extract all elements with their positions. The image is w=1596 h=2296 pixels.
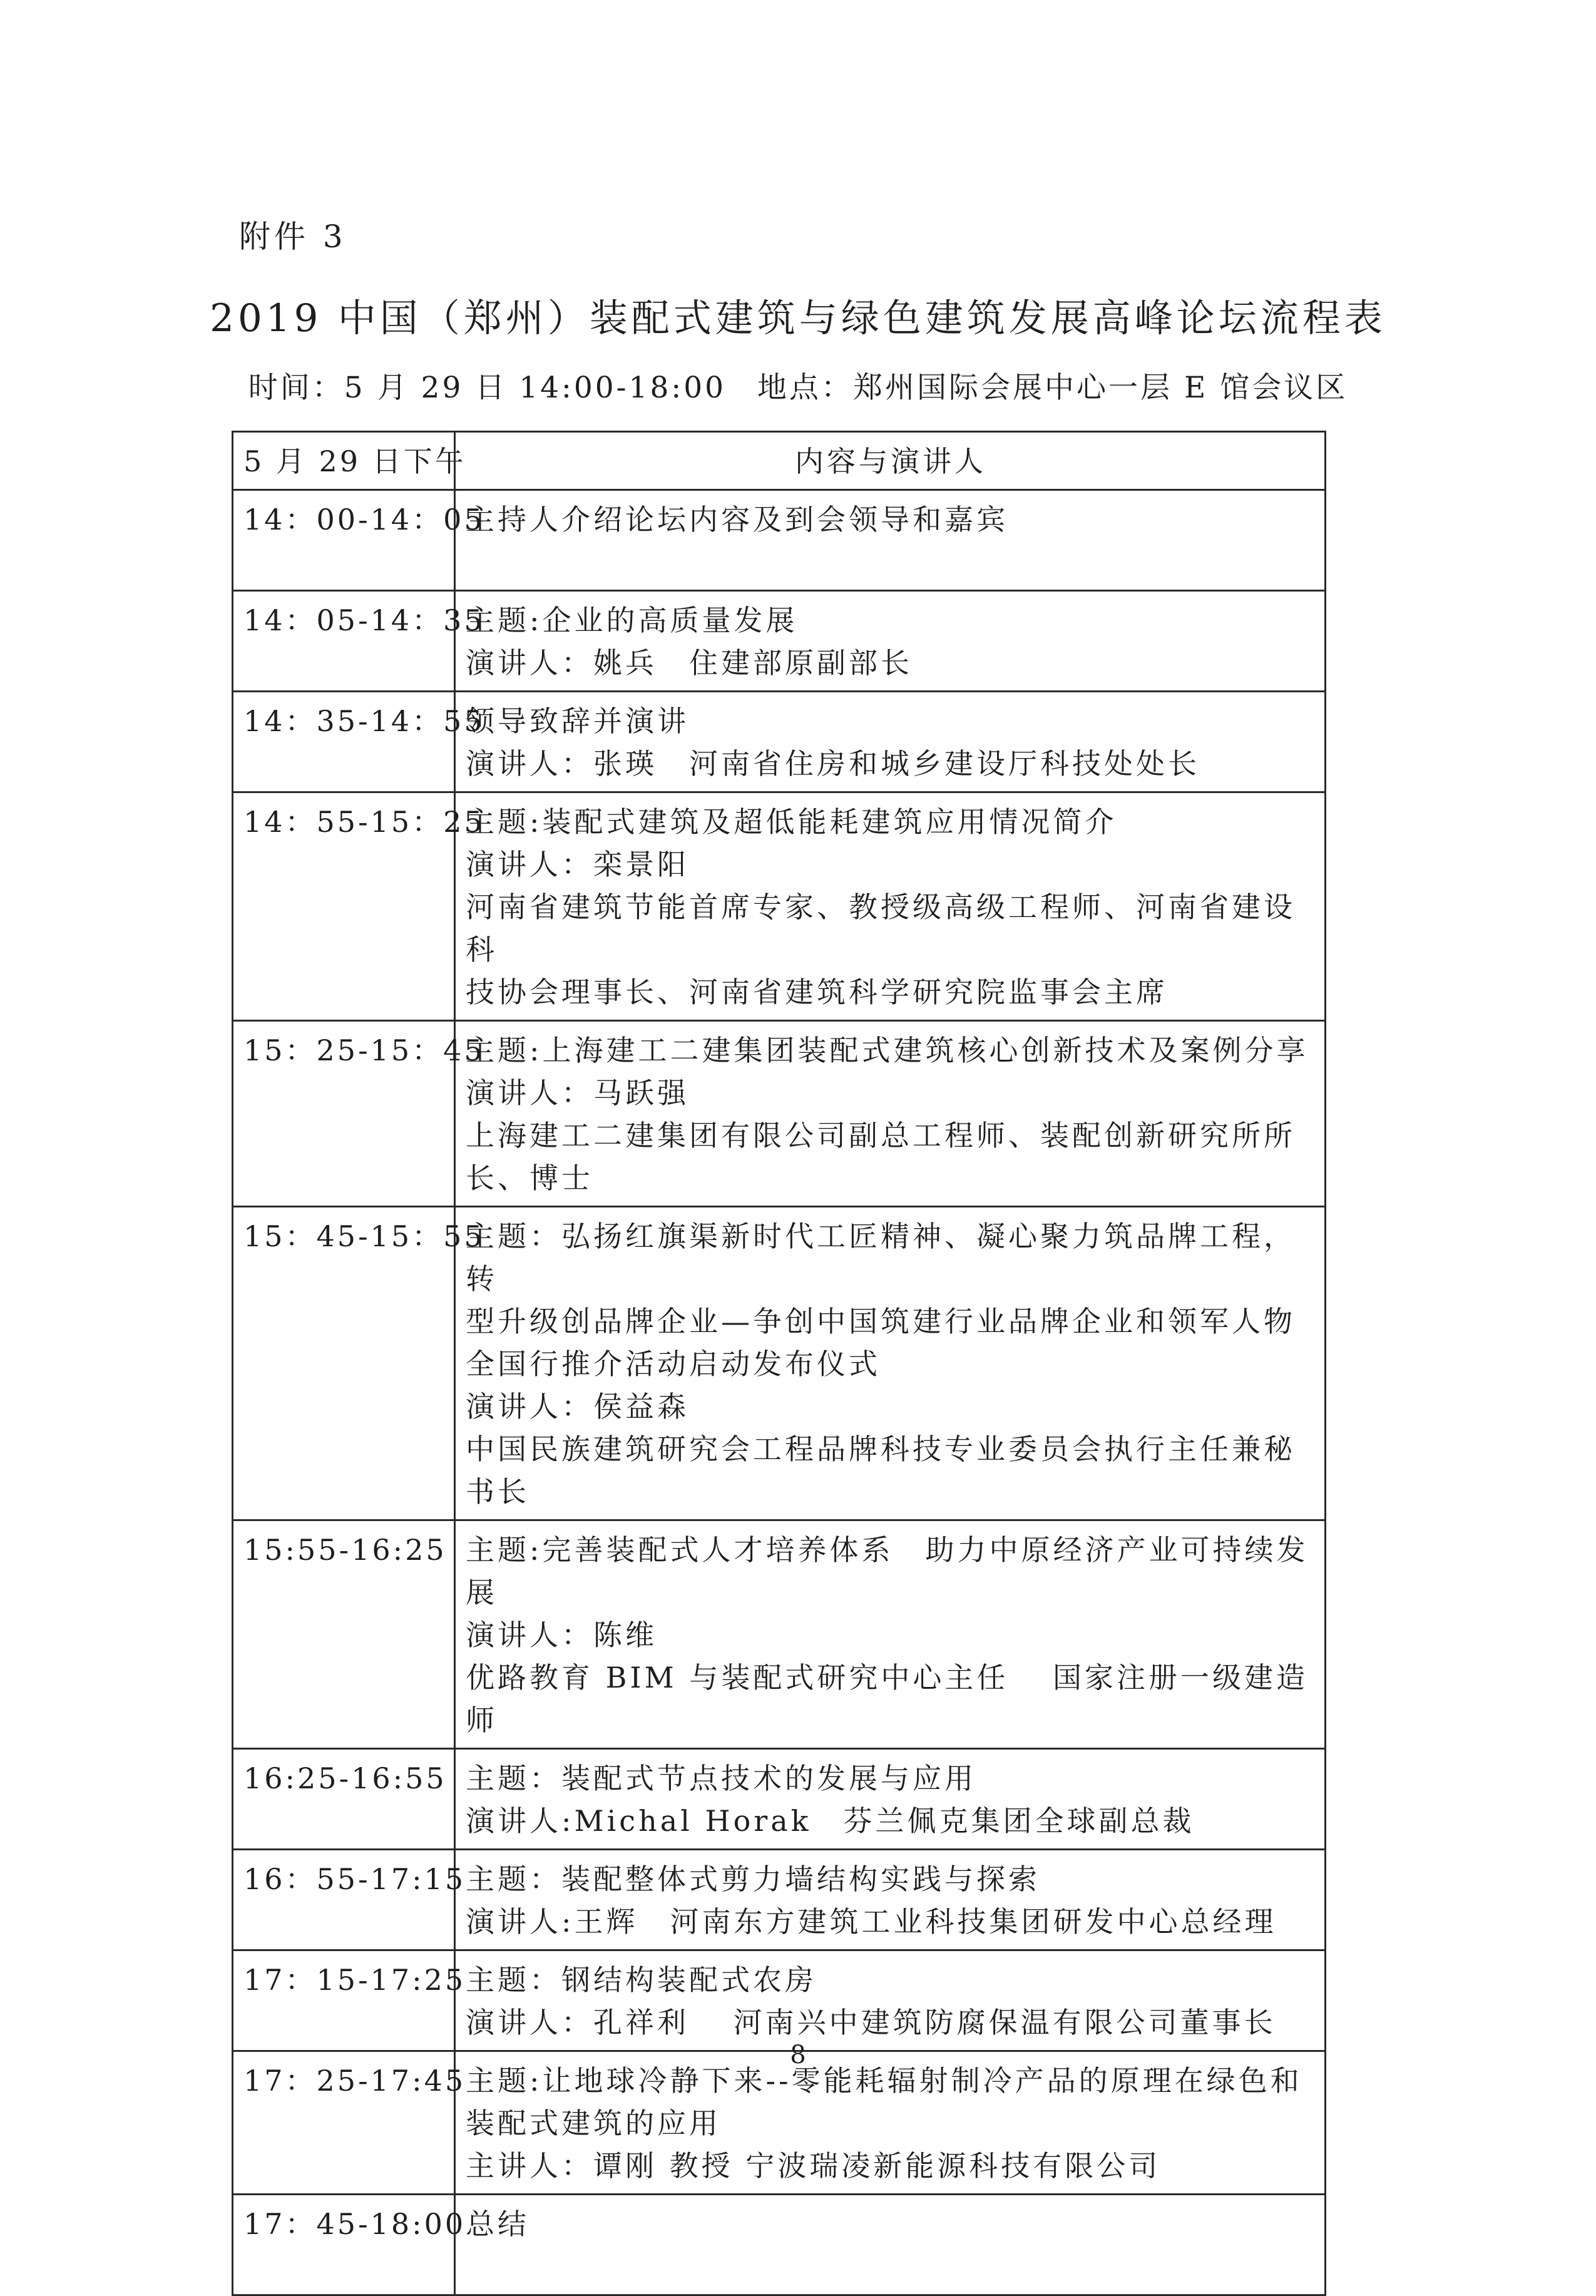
- content-line: 主题：装配整体式剪力墙结构实践与探索: [466, 1862, 1040, 1896]
- document-subtitle: [0, 364, 1596, 406]
- content-line: 主题：弘扬红旗渠新时代工匠精神、凝心聚力筑品牌工程，转: [466, 1219, 1296, 1296]
- row-time: 17：45-18:00: [233, 2195, 455, 2295]
- header-content: 内容与演讲人: [455, 432, 1326, 490]
- content-line: 河南省建筑节能首席专家、教授级高级工程师、河南省建设科: [466, 890, 1296, 966]
- content-line: 型升级创品牌企业—争创中国筑建行业品牌企业和领军人物: [466, 1304, 1296, 1338]
- row-content: [455, 591, 1326, 692]
- row-content: [455, 2051, 1326, 2195]
- table-row: [233, 1749, 1326, 1850]
- content-line: 技协会理事长、河南省建筑科学研究院监事会主席: [466, 975, 1168, 1009]
- table-row: [233, 2051, 1326, 2195]
- row-time: 17：15-17:25: [233, 1950, 455, 2051]
- row-content: [455, 490, 1326, 591]
- content-line: 上海建工二建集团有限公司副总工程师、装配创新研究所所: [466, 1119, 1296, 1152]
- header-time: 5 月 29 日下午: [233, 432, 455, 490]
- content-line: 领导致辞并演讲: [466, 704, 689, 738]
- content-line: 展: [466, 1576, 498, 1609]
- content-line: 演讲人：栾景阳: [466, 848, 689, 881]
- row-time: 15:55-16:25: [233, 1520, 455, 1749]
- table-row: [233, 490, 1326, 591]
- content-line: 主题:企业的高质量发展: [466, 603, 798, 637]
- content-line: 主讲人：谭刚 教授 宁波瑞凌新能源科技有限公司: [466, 2149, 1161, 2183]
- subtitle-place: 地点：郑州国际会展中心一层 E 馆会议区: [757, 371, 1348, 405]
- row-content: [455, 1749, 1326, 1850]
- content-line: 演讲人：侯益森: [466, 1390, 689, 1423]
- content-line: 全国行推介活动启动发布仪式: [466, 1347, 881, 1381]
- document-title: 2019 中国（郑州）装配式建筑与绿色建筑发展高峰论坛流程表: [210, 296, 1386, 341]
- content-line: 中国民族建筑研究会工程品牌科技专业委员会执行主任兼秘: [466, 1432, 1296, 1466]
- row-time: 14：00-14：05: [233, 490, 455, 591]
- content-line: 演讲人：姚兵 住建部原副部长: [466, 646, 913, 680]
- content-line: 演讲人：张瑛 河南省住房和城乡建设厅科技处处长: [466, 747, 1200, 781]
- schedule-body: [233, 490, 1326, 2295]
- row-content: [455, 2195, 1326, 2295]
- page-number: 8: [790, 2041, 806, 2069]
- content-line: 演讲人：陈维: [466, 1618, 657, 1652]
- content-line: 主题:让地球冷静下来--零能耗辐射制冷产品的原理在绿色和: [466, 2064, 1302, 2098]
- content-line: 装配式建筑的应用: [466, 2106, 721, 2140]
- table-row: [233, 692, 1326, 792]
- content-line: 主题:装配式建筑及超低能耗建筑应用情况简介: [466, 805, 1117, 839]
- content-line: 主题:上海建工二建集团装配式建筑核心创新技术及案例分享: [466, 1033, 1309, 1067]
- content-line: 主题：装配式节点技术的发展与应用: [466, 1761, 976, 1795]
- content-line: 书长: [466, 1475, 529, 1509]
- row-time: 17：25-17:45: [233, 2051, 455, 2195]
- table-row: [233, 1950, 1326, 2051]
- row-time: 16:25-16:55: [233, 1749, 455, 1850]
- row-content: [455, 1021, 1326, 1207]
- row-content: [455, 792, 1326, 1021]
- row-content: [455, 1520, 1326, 1749]
- content-line: [466, 541, 1316, 583]
- row-content: [455, 1207, 1326, 1520]
- row-time: 15：25-15：45: [233, 1021, 455, 1207]
- table-row: [233, 1850, 1326, 1950]
- row-time: 16：55-17:15: [233, 1850, 455, 1950]
- row-time: 15：45-15：55: [233, 1207, 455, 1520]
- table-row: [233, 591, 1326, 692]
- content-line: [466, 2245, 1316, 2288]
- table-row: [233, 2195, 1326, 2295]
- schedule-table: [232, 431, 1326, 2296]
- content-line: 长、博士: [466, 1161, 593, 1195]
- table-header-row: [233, 432, 1326, 490]
- row-content: [455, 692, 1326, 792]
- table-row: [233, 1207, 1326, 1520]
- row-time: 14：55-15：25: [233, 792, 455, 1021]
- table-row: [233, 1520, 1326, 1749]
- content-line: 总结: [466, 2207, 529, 2241]
- content-line: 演讲人：孔祥利 河南兴中建筑防腐保温有限公司董事长: [466, 2006, 1276, 2039]
- row-content: [455, 1850, 1326, 1950]
- table-row: [233, 1021, 1326, 1207]
- row-time: 14：35-14：55: [233, 692, 455, 792]
- content-line: 优路教育 BIM 与装配式研究中心主任 国家注册一级建造师: [466, 1661, 1308, 1737]
- content-line: 主题:完善装配式人才培养体系 助力中原经济产业可持续发: [466, 1533, 1309, 1567]
- content-line: 主题：钢结构装配式农房: [466, 1963, 817, 1997]
- row-content: [455, 1950, 1326, 2051]
- content-line: 主持人介绍论坛内容及到会领导和嘉宾: [466, 503, 1008, 536]
- content-line: 演讲人:Michal Horak 芬兰佩克集团全球副总裁: [466, 1804, 1195, 1838]
- content-line: 演讲人:王辉 河南东方建筑工业科技集团研发中心总经理: [466, 1905, 1277, 1939]
- subtitle-time: 时间：5 月 29 日 14:00-18:00: [248, 371, 727, 405]
- table-row: [233, 792, 1326, 1021]
- content-line: 演讲人：马跃强: [466, 1076, 689, 1110]
- row-time: 14：05-14：35: [233, 591, 455, 692]
- attachment-label: 附件 3: [239, 218, 347, 255]
